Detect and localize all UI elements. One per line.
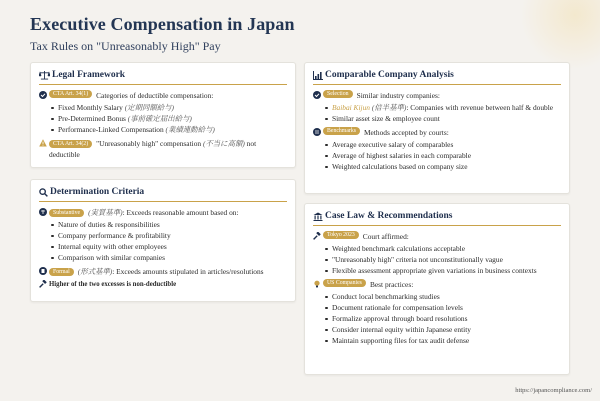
decorative-circle [520, 0, 600, 70]
gavel-icon [39, 280, 47, 288]
comparable-title: Comparable Company Analysis [325, 70, 454, 80]
check-circle-icon [313, 91, 321, 99]
substantive-badge: Substantive [49, 209, 84, 217]
list-item: Weighted benchmark calculations acceptable [325, 243, 561, 254]
determination-criteria-card [30, 179, 296, 302]
legal-framework-header [39, 63, 287, 85]
selection-badge: Selection [323, 90, 353, 98]
document-icon [39, 267, 47, 275]
formal-row: Formal (形式基準): Exceeds amounts stipulated in articles/resolutions [39, 266, 287, 277]
best-practices-list [325, 291, 561, 346]
list-item: Fixed Monthly Salary (定期同額給与) [51, 102, 287, 113]
list-item: Company performance & profitability [51, 230, 287, 241]
comparable-analysis-card [304, 62, 570, 194]
formal-badge: Formal [49, 268, 74, 276]
scale-icon [39, 71, 50, 80]
us-companies-badge: US Companies [323, 279, 366, 287]
list-item: Nature of duties & responsibilities [51, 219, 287, 230]
building-icon [313, 212, 323, 221]
non-deductible-note: Higher of the two excesses is non-deductible [39, 279, 287, 290]
list-item: Comparison with similar companies [51, 252, 287, 263]
tokyo-row: Tokyo 2023 Court affirmed: [313, 231, 561, 242]
gavel-icon [313, 232, 321, 240]
footer-url[interactable]: https://japancompliance.com/ [515, 387, 592, 394]
list-item: Document rationale for compensation levels [325, 302, 561, 313]
art34-2-row: CTA Art. 34(2) "Unreasonably high" compensation (不当に高額) not deductible [39, 138, 287, 160]
substantive-row: Substantive (実質基準): Exceeds reasonable amount based on: [39, 207, 287, 218]
list-item: "Unreasonably high" criteria not unconstitutionally vague [325, 254, 561, 265]
page-subtitle: Tax Rules on "Unreasonably High" Pay [30, 39, 221, 53]
list-item: Pre-Determined Bonus (事前確定届出給与) [51, 113, 287, 124]
art34-1-badge: CTA Art. 34(1) [49, 90, 92, 98]
case-law-card [304, 203, 570, 375]
tokyo-badge: Tokyo 2023 [323, 231, 359, 239]
determination-header [39, 180, 287, 202]
benchmarks-badge: Benchmarks [323, 127, 360, 135]
scale-small-icon [39, 208, 47, 216]
case-law-title: Case Law & Recommendations [325, 211, 453, 221]
substantive-list [51, 219, 287, 263]
legal-framework-card [30, 62, 296, 168]
list-item: Average executive salary of comparables [325, 139, 561, 150]
determination-title: Determination Criteria [50, 187, 145, 197]
list-item: Conduct local benchmarking studies [325, 291, 561, 302]
art34-1-row [39, 90, 287, 101]
page-title: Executive Compensation in Japan [30, 14, 295, 34]
list-item: Internal equity with other employees [51, 241, 287, 252]
list-item: Consider internal equity within Japanese entity [325, 324, 561, 335]
search-icon [39, 188, 48, 197]
compensation-categories-list [51, 102, 287, 135]
art34-1-text: Categories of deductible compensation: [96, 91, 214, 100]
legal-framework-title: Legal Framework [52, 70, 126, 80]
comparable-header [313, 63, 561, 85]
list-item: Formalize approval through board resolutions [325, 313, 561, 324]
us-companies-row: US Companies Best practices: [313, 279, 561, 290]
page-header [30, 14, 295, 54]
selection-row: Selection Similar industry companies: [313, 90, 561, 101]
benchmarks-list [325, 139, 561, 172]
list-item: Weighted calculations based on company size [325, 161, 561, 172]
list-item: Similar asset size & employee count [325, 113, 561, 124]
list-item: Maintain supporting files for tax audit defense [325, 335, 561, 346]
list-item: Baibai Kijun (倍半基準): Companies with revenue between half & double [325, 102, 561, 113]
list-item: Flexible assessment appropriate given variations in business contexts [325, 265, 561, 276]
tokyo-list [325, 243, 561, 276]
benchmarks-row: Benchmarks Methods accepted by courts: [313, 127, 561, 138]
art34-2-text: "Unreasonably high" compensation [96, 139, 203, 148]
selection-list [325, 102, 561, 124]
lightbulb-icon [313, 280, 321, 288]
list-check-icon [313, 128, 321, 136]
list-item: Average of highest salaries in each comparable [325, 150, 561, 161]
list-item: Performance-Linked Compensation (業績連動給与) [51, 124, 287, 135]
case-law-header [313, 204, 561, 226]
art34-2-badge: CTA Art. 34(2) [49, 140, 92, 148]
warning-icon [39, 139, 47, 147]
check-circle-icon [39, 91, 47, 99]
bar-chart-icon [313, 71, 323, 80]
